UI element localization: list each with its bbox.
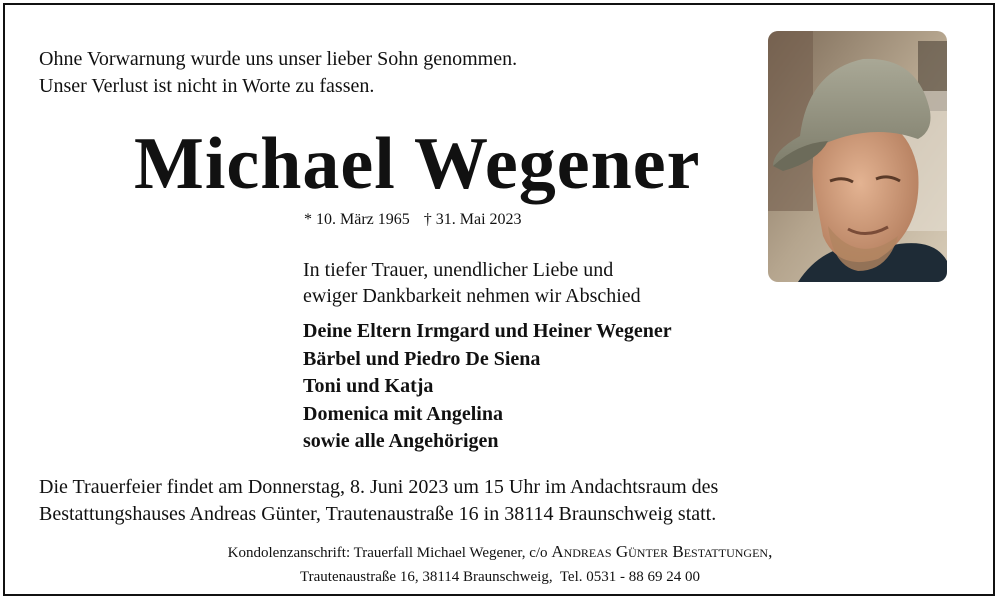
intro-text (39, 46, 517, 100)
family-list (303, 318, 672, 456)
ceremony-info (39, 474, 963, 528)
farewell-line-1: In tiefer Trauer, unendlicher Liebe und (303, 259, 614, 281)
intro-line-1: Ohne Vorwarnung wurde uns unser lieber Sohn genommen. (39, 48, 518, 70)
portrait-photo (768, 31, 947, 282)
contact-line-1 (40, 540, 960, 565)
ceremony-line-2: Bestattungshauses Andreas Günter, Trautenaustraße 16 in 38114 Braunschweig statt. (39, 503, 717, 525)
family-member: Domenica mit Angelina (303, 402, 503, 425)
farewell-text (303, 257, 641, 309)
family-member: sowie alle Angehörigen (303, 430, 499, 452)
deceased-name: Michael Wegener (134, 123, 701, 205)
funeral-home-name: Andreas Günter Bestattungen, (551, 542, 773, 561)
contact-address: Trautenaustraße 16, 38114 Braunschweig, (299, 569, 553, 585)
contact-prefix: Kondolenzanschrift: Trauerfall Michael Wegener, c/o (227, 545, 548, 561)
farewell-line-2: ewiger Dankbarkeit nehmen wir Abschied (303, 285, 641, 307)
contact-phone: Tel. 0531 - 88 69 24 00 (559, 569, 700, 585)
family-member: Bärbel und Piedro De Siena (303, 347, 541, 370)
contact-line-2 (40, 565, 960, 589)
family-member: Deine Eltern Irmgard und Heiner Wegener (303, 320, 672, 342)
condolence-address (40, 540, 960, 589)
ceremony-line-1: Die Trauerfeier findet am Donnerstag, 8. Juni 2023 um 15 Uhr im Andachtsraum des (39, 476, 719, 498)
life-dates (304, 210, 536, 230)
family-member: Toni und Katja (303, 375, 434, 397)
death-date: † 31. Mai 2023 (423, 211, 522, 228)
intro-line-2: Unser Verlust ist nicht in Worte zu fassen. (39, 75, 375, 97)
birth-date: * 10. März 1965 (304, 211, 410, 228)
